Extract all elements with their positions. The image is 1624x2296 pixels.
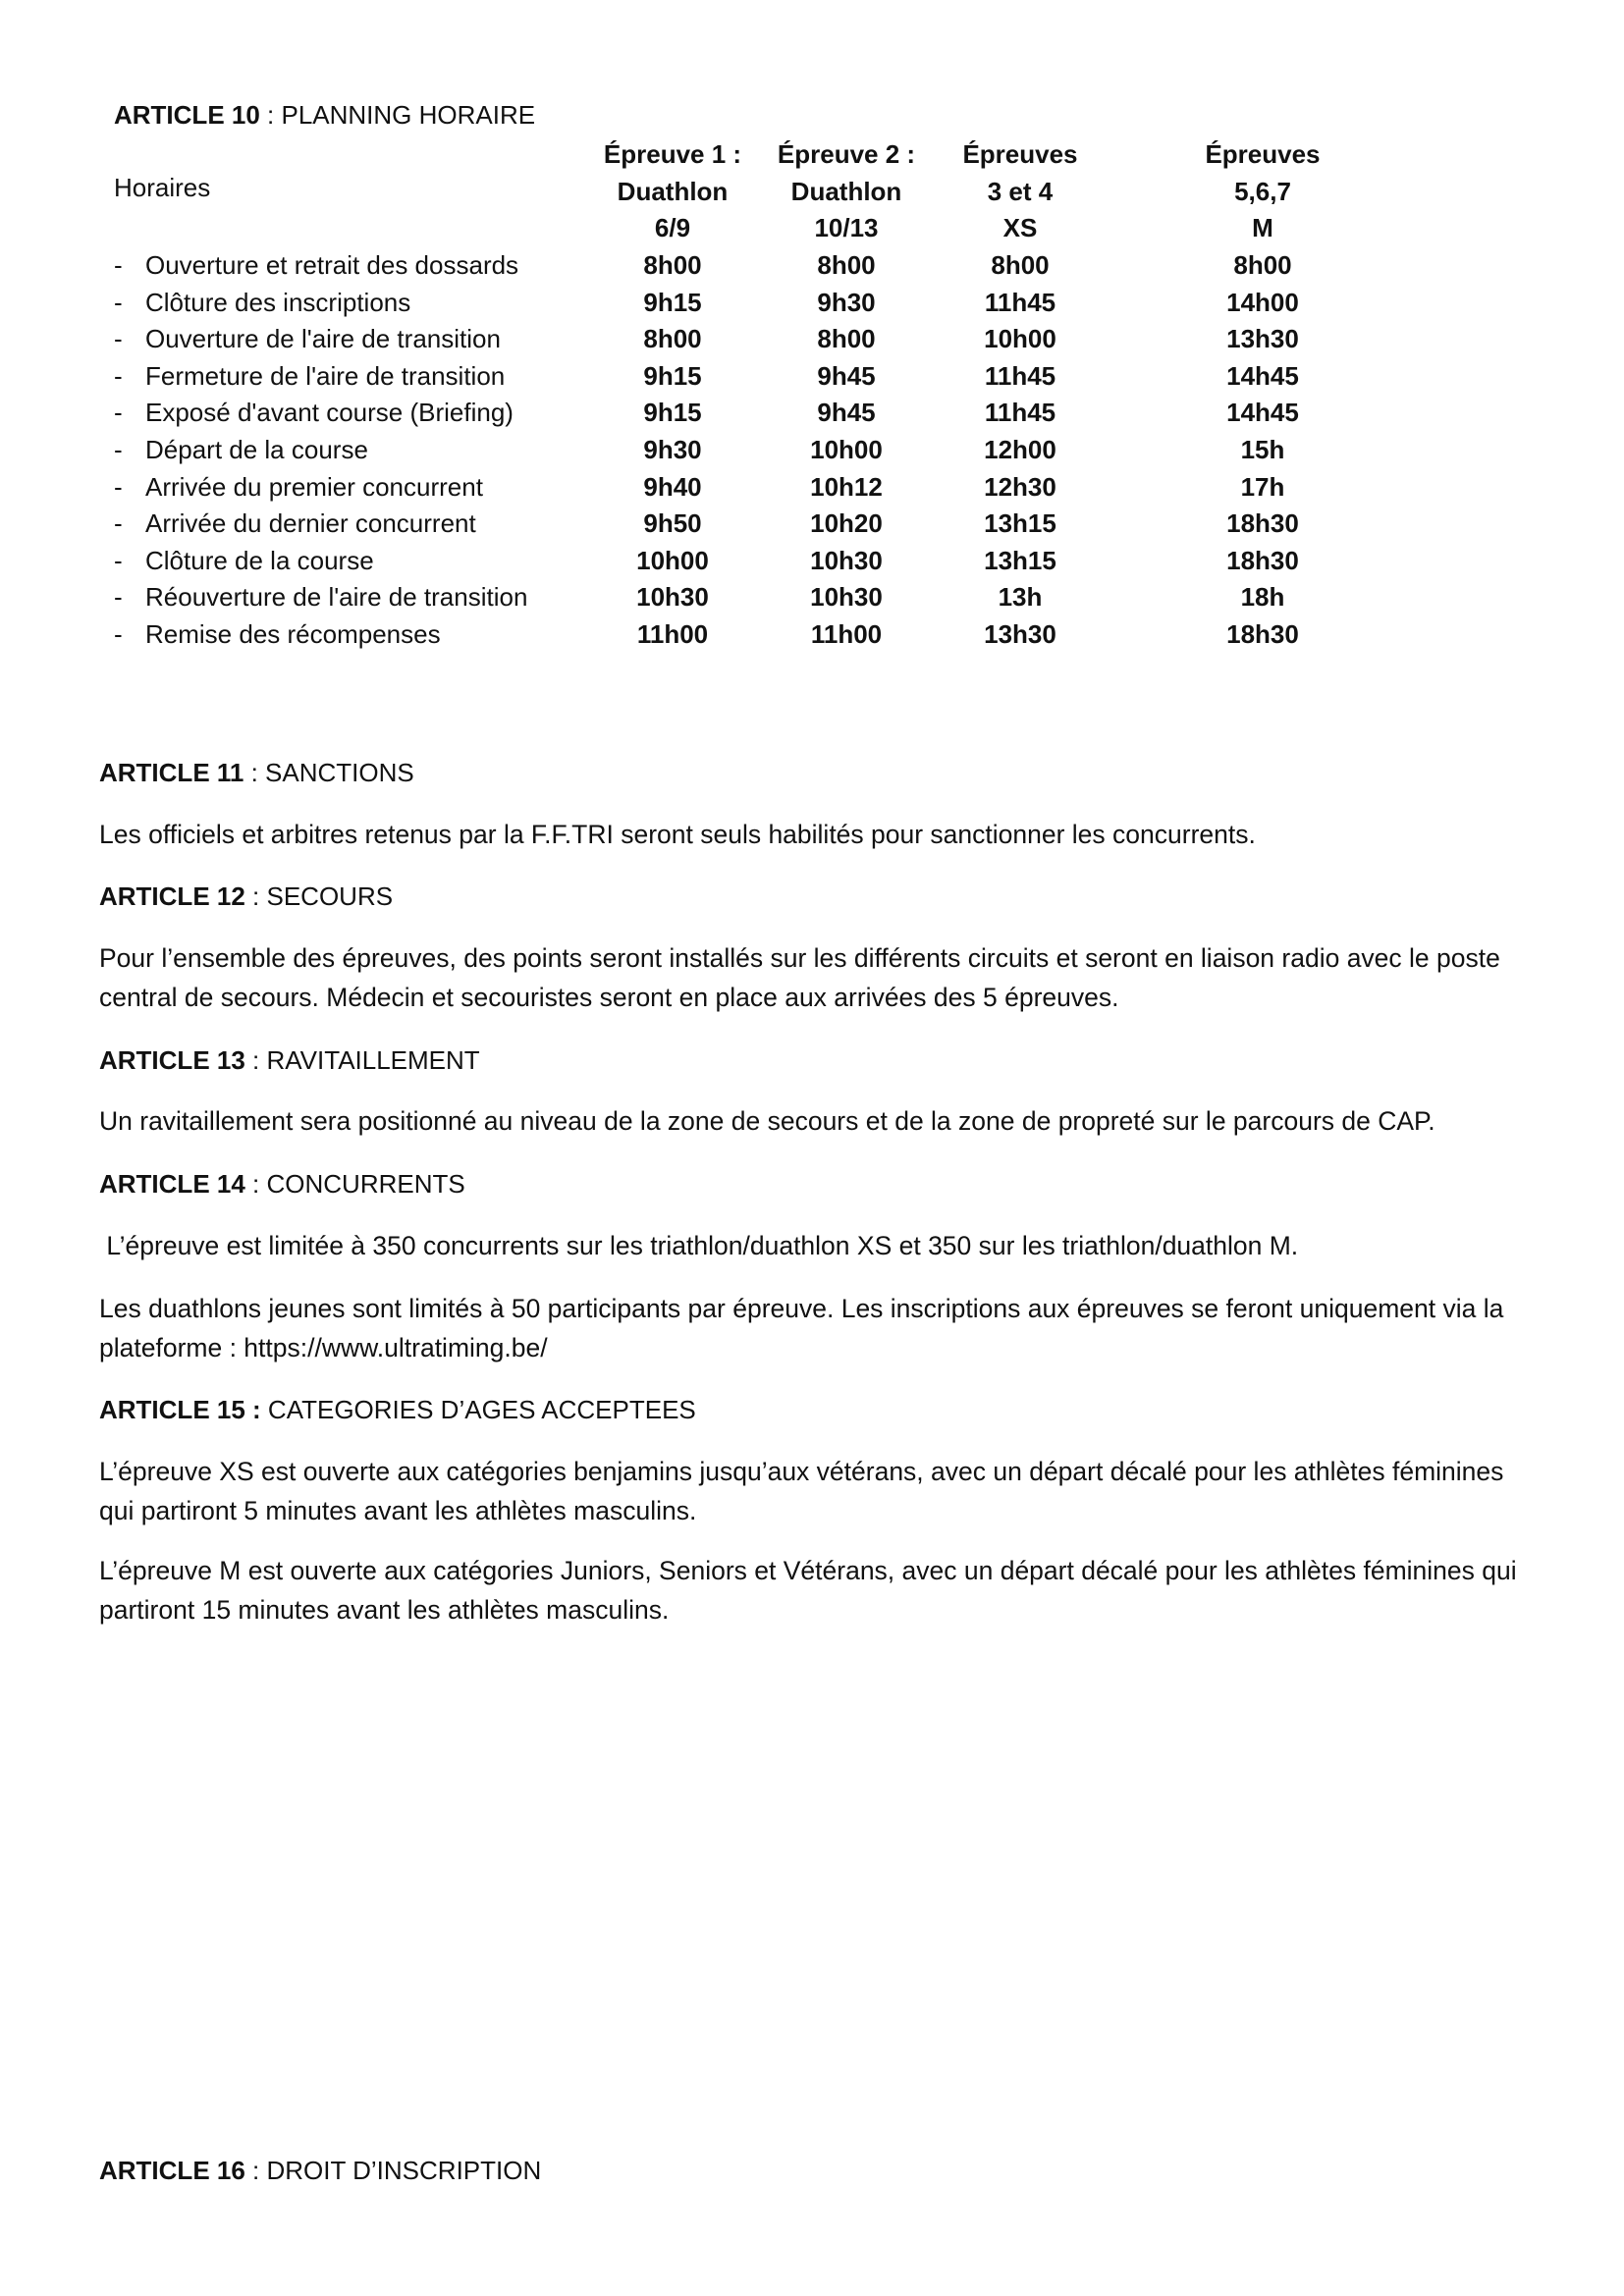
- time-cell: 8h00: [643, 324, 702, 353]
- time-cell: 10h00: [984, 324, 1056, 353]
- column-header-epreuves-3-4: Épreuves 3 et 4 XS: [962, 139, 1078, 242]
- time-cell: 17h: [1240, 472, 1285, 502]
- article-11-text: Les officiels et arbitres retenus par la F.F.TRI seront seuls habilités pour sanctionner les concurrents.: [99, 820, 1256, 849]
- time-cell: 8h00: [817, 324, 876, 353]
- time-cell: 13h15: [984, 508, 1056, 538]
- time-cell: 10h00: [636, 546, 709, 575]
- row-label: Fermeture de l'aire de transition: [145, 361, 506, 391]
- article-12-text: Pour l’ensemble des épreuves, des points seront installés sur les différents circuits et seront en liaison radio avec le poste central de secours. Médecin et secouristes seront en place aux arrivées des 5 épreuves.: [99, 943, 1500, 1012]
- column-header-epreuve-2: Épreuve 2 : Duathlon 10/13: [777, 139, 916, 242]
- time-cell: 11h00: [636, 619, 709, 649]
- list-bullet: -: [114, 324, 123, 353]
- schedule-row: [0, 469, 1624, 507]
- row-label: Clôture des inscriptions: [145, 288, 411, 317]
- row-label: Départ de la course: [145, 435, 368, 464]
- time-cell: 9h45: [817, 361, 876, 391]
- row-label: Clôture de la course: [145, 546, 374, 575]
- time-cell: 14h45: [1226, 361, 1299, 391]
- row-header-horaires: Horaires: [114, 173, 211, 202]
- article-16-heading: ARTICLE 16 : DROIT D’INSCRIPTION: [99, 2156, 542, 2185]
- time-cell: 13h30: [984, 619, 1056, 649]
- time-cell: 8h00: [1233, 250, 1292, 280]
- time-cell: 9h45: [817, 398, 876, 427]
- article-13-text: Un ravitaillement sera positionné au niveau de la zone de secours et de la zone de propreté sur le parcours de CAP.: [99, 1106, 1435, 1136]
- list-bullet: -: [114, 361, 123, 391]
- row-label: Réouverture de l'aire de transition: [145, 582, 528, 612]
- column-header-epreuves-5-6-7: Épreuves 5,6,7 M: [1205, 139, 1321, 242]
- time-cell: 18h30: [1226, 508, 1299, 538]
- schedule-row: [0, 432, 1624, 469]
- schedule-row: [0, 616, 1624, 654]
- schedule-row: [0, 247, 1624, 285]
- article-15-heading: ARTICLE 15 : CATEGORIES D’AGES ACCEPTEES: [99, 1395, 696, 1424]
- column-header-epreuve-1: Épreuve 1 : Duathlon 6/9: [603, 139, 742, 242]
- schedule-row: [0, 321, 1624, 358]
- schedule-row: [0, 285, 1624, 322]
- row-label: Arrivée du premier concurrent: [145, 472, 483, 502]
- time-cell: 8h00: [643, 250, 702, 280]
- time-cell: 10h00: [810, 435, 883, 464]
- time-cell: 13h30: [1226, 324, 1299, 353]
- time-cell: 9h40: [643, 472, 702, 502]
- time-cell: 10h30: [636, 582, 709, 612]
- list-bullet: -: [114, 508, 123, 538]
- time-cell: 11h45: [984, 398, 1056, 427]
- list-bullet: -: [114, 250, 123, 280]
- time-cell: 18h: [1240, 582, 1285, 612]
- time-cell: 9h15: [643, 288, 702, 317]
- schedule-row: [0, 579, 1624, 616]
- list-bullet: -: [114, 435, 123, 464]
- time-cell: 11h00: [810, 619, 883, 649]
- time-cell: 8h00: [817, 250, 876, 280]
- article-15-text-m: L’épreuve M est ouverte aux catégories Juniors, Seniors et Vétérans, avec un départ décalé pour les athlètes féminines qui partiront 15 minutes avant les athlètes masculins.: [99, 1556, 1517, 1625]
- article-15-text-xs: L’épreuve XS est ouverte aux catégories benjamins jusqu’aux vétérans, avec un départ décalé pour les athlètes féminines qui partiront 5 minutes avant les athlètes masculins.: [99, 1457, 1504, 1525]
- time-cell: 10h30: [810, 546, 883, 575]
- list-bullet: -: [114, 582, 123, 612]
- time-cell: 11h45: [984, 288, 1056, 317]
- schedule-row: [0, 395, 1624, 432]
- schedule-row: [0, 506, 1624, 543]
- time-cell: 14h00: [1226, 288, 1299, 317]
- time-cell: 9h30: [643, 435, 702, 464]
- schedule-row: [0, 358, 1624, 396]
- article-14-heading: ARTICLE 14 : CONCURRENTS: [99, 1169, 465, 1199]
- time-cell: 12h30: [984, 472, 1056, 502]
- time-cell: 13h15: [984, 546, 1056, 575]
- row-label: Exposé d'avant course (Briefing): [145, 398, 514, 427]
- time-cell: 10h30: [810, 582, 883, 612]
- article-10-heading: ARTICLE 10 : PLANNING HORAIRE: [114, 100, 536, 130]
- list-bullet: -: [114, 472, 123, 502]
- list-bullet: -: [114, 398, 123, 427]
- time-cell: 15h: [1240, 435, 1285, 464]
- schedule-row: [0, 543, 1624, 580]
- article-14-text-registration: Les duathlons jeunes sont limités à 50 participants par épreuve. Les inscriptions aux épreuves se feront uniquement via la plateforme : https://www.ultratiming.be/: [99, 1294, 1504, 1362]
- time-cell: 13h: [998, 582, 1043, 612]
- article-14-text-limit: L’épreuve est limitée à 350 concurrents sur les triathlon/duathlon XS et 350 sur les triathlon/duathlon M.: [99, 1231, 1299, 1260]
- article-13-heading: ARTICLE 13 : RAVITAILLEMENT: [99, 1045, 480, 1075]
- time-cell: 9h15: [643, 398, 702, 427]
- time-cell: 11h45: [984, 361, 1056, 391]
- list-bullet: -: [114, 288, 123, 317]
- row-label: Ouverture et retrait des dossards: [145, 250, 519, 280]
- article-12-heading: ARTICLE 12 : SECOURS: [99, 881, 394, 911]
- row-label: Arrivée du dernier concurrent: [145, 508, 476, 538]
- time-cell: 9h50: [643, 508, 702, 538]
- list-bullet: -: [114, 546, 123, 575]
- time-cell: 12h00: [984, 435, 1056, 464]
- time-cell: 10h20: [810, 508, 883, 538]
- time-cell: 18h30: [1226, 546, 1299, 575]
- time-cell: 9h30: [817, 288, 876, 317]
- row-label: Ouverture de l'aire de transition: [145, 324, 501, 353]
- time-cell: 18h30: [1226, 619, 1299, 649]
- row-label: Remise des récompenses: [145, 619, 441, 649]
- article-11-heading: ARTICLE 11 : SANCTIONS: [99, 758, 414, 787]
- time-cell: 14h45: [1226, 398, 1299, 427]
- time-cell: 9h15: [643, 361, 702, 391]
- time-cell: 10h12: [810, 472, 883, 502]
- time-cell: 8h00: [991, 250, 1050, 280]
- list-bullet: -: [114, 619, 123, 649]
